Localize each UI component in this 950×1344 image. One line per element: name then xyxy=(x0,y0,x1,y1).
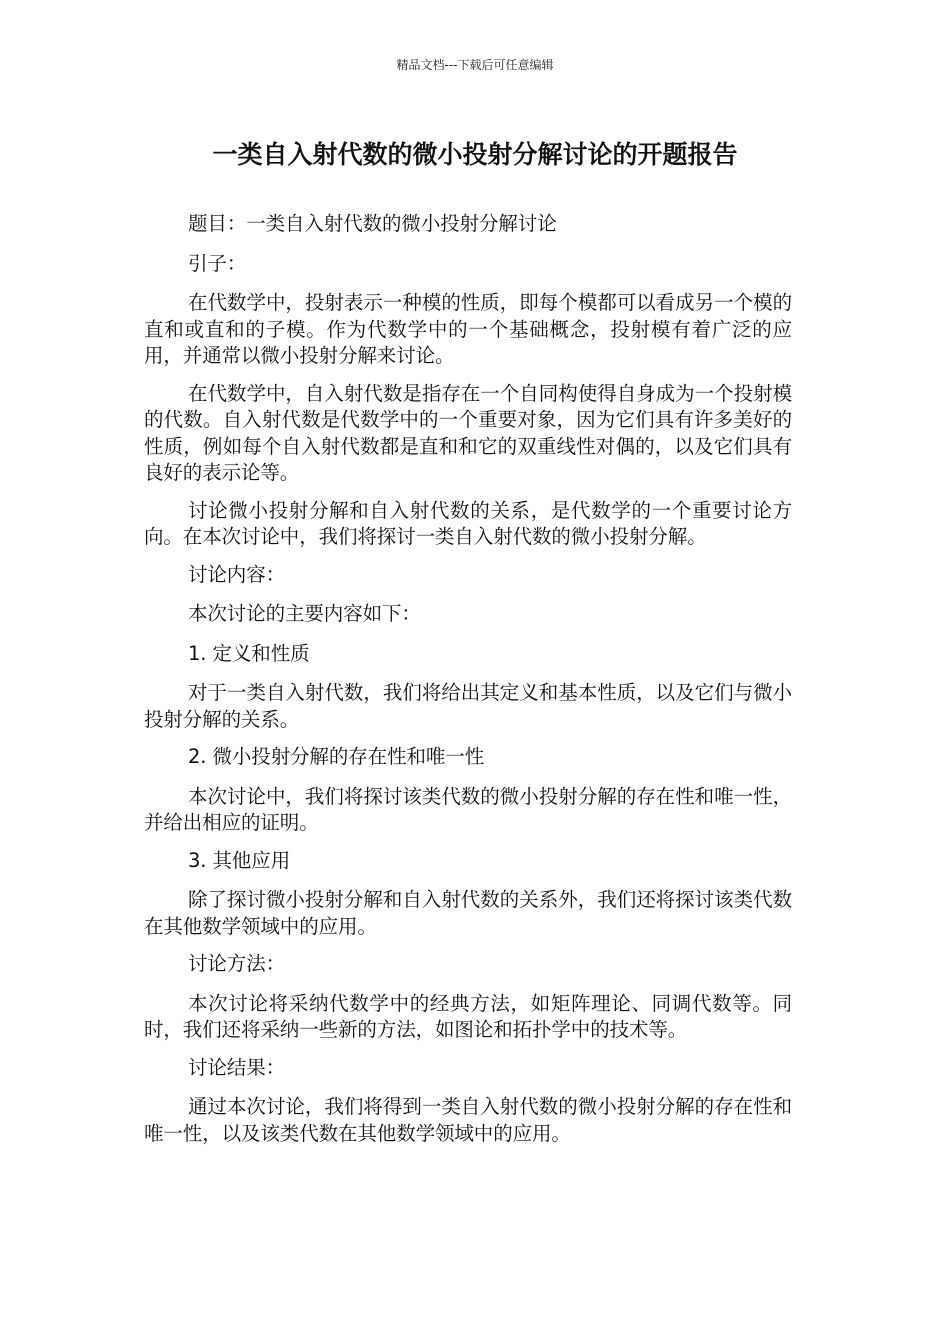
intro-paragraph-1: 在代数学中，投射表示一种模的性质，即每个模都可以看成另一个模的直和或直和的子模。作为代数学中的一个基础概念，投射模有着广泛的应用，并通常以微小投射分解来讨论。 xyxy=(144,291,792,367)
list-item-heading-1: 1. 定义和性质 xyxy=(188,641,310,665)
topic-line: 题目：一类自入射代数的微小投射分解讨论 xyxy=(188,212,557,235)
section-heading-result: 讨论结果： xyxy=(188,1055,286,1079)
list-item-text-1: 对于一类自入射代数，我们将给出其定义和基本性质，以及它们与微小投射分解的关系。 xyxy=(144,681,792,731)
header-note: 精品文档---下载后可任意编辑 xyxy=(396,58,554,72)
result-paragraph: 通过本次讨论，我们将得到一类自入射代数的微小投射分解的存在性和唯一性，以及该类代数在其他数学领域中的应用。 xyxy=(144,1095,792,1145)
document-title: 一类自入射代数的微小投射分解讨论的开题报告 xyxy=(212,140,738,169)
list-item-heading-3: 3. 其他应用 xyxy=(188,848,291,872)
list-item-text-3: 除了探讨微小投射分解和自入射代数的关系外，我们还将探讨该类代数在其他数学领域中的应用。 xyxy=(144,888,792,938)
list-item-heading-2: 2. 微小投射分解的存在性和唯一性 xyxy=(188,745,485,768)
intro-paragraph-3: 讨论微小投射分解和自入射代数的关系，是代数学的一个重要讨论方向。在本次讨论中，我们将探讨一类自入射代数的微小投射分解。 xyxy=(144,498,792,548)
section-heading-method: 讨论方法： xyxy=(188,952,286,975)
intro-paragraph-2: 在代数学中，自入射代数是指存在一个自同构使得自身成为一个投射模的代数。自入射代数是代数学中的一个重要对象，因为它们具有许多美好的性质，例如每个自入射代数都是直和和它的双重线性对偶的，以及它们具有良好的表示论等。 xyxy=(144,381,792,484)
list-item-text-2: 本次讨论中，我们将探讨该类代数的微小投射分解的存在性和唯一性，并给出相应的证明。 xyxy=(144,784,792,834)
method-paragraph: 本次讨论将采纳代数学中的经典方法，如矩阵理论、同调代数等。同时，我们还将采纳一些新的方法，如图论和拓扑学中的技术等。 xyxy=(144,991,792,1041)
content-lead: 本次讨论的主要内容如下： xyxy=(188,602,421,625)
document-body xyxy=(144,211,792,1158)
section-heading-intro: 引子： xyxy=(188,251,247,275)
section-heading-content: 讨论内容： xyxy=(188,562,286,586)
